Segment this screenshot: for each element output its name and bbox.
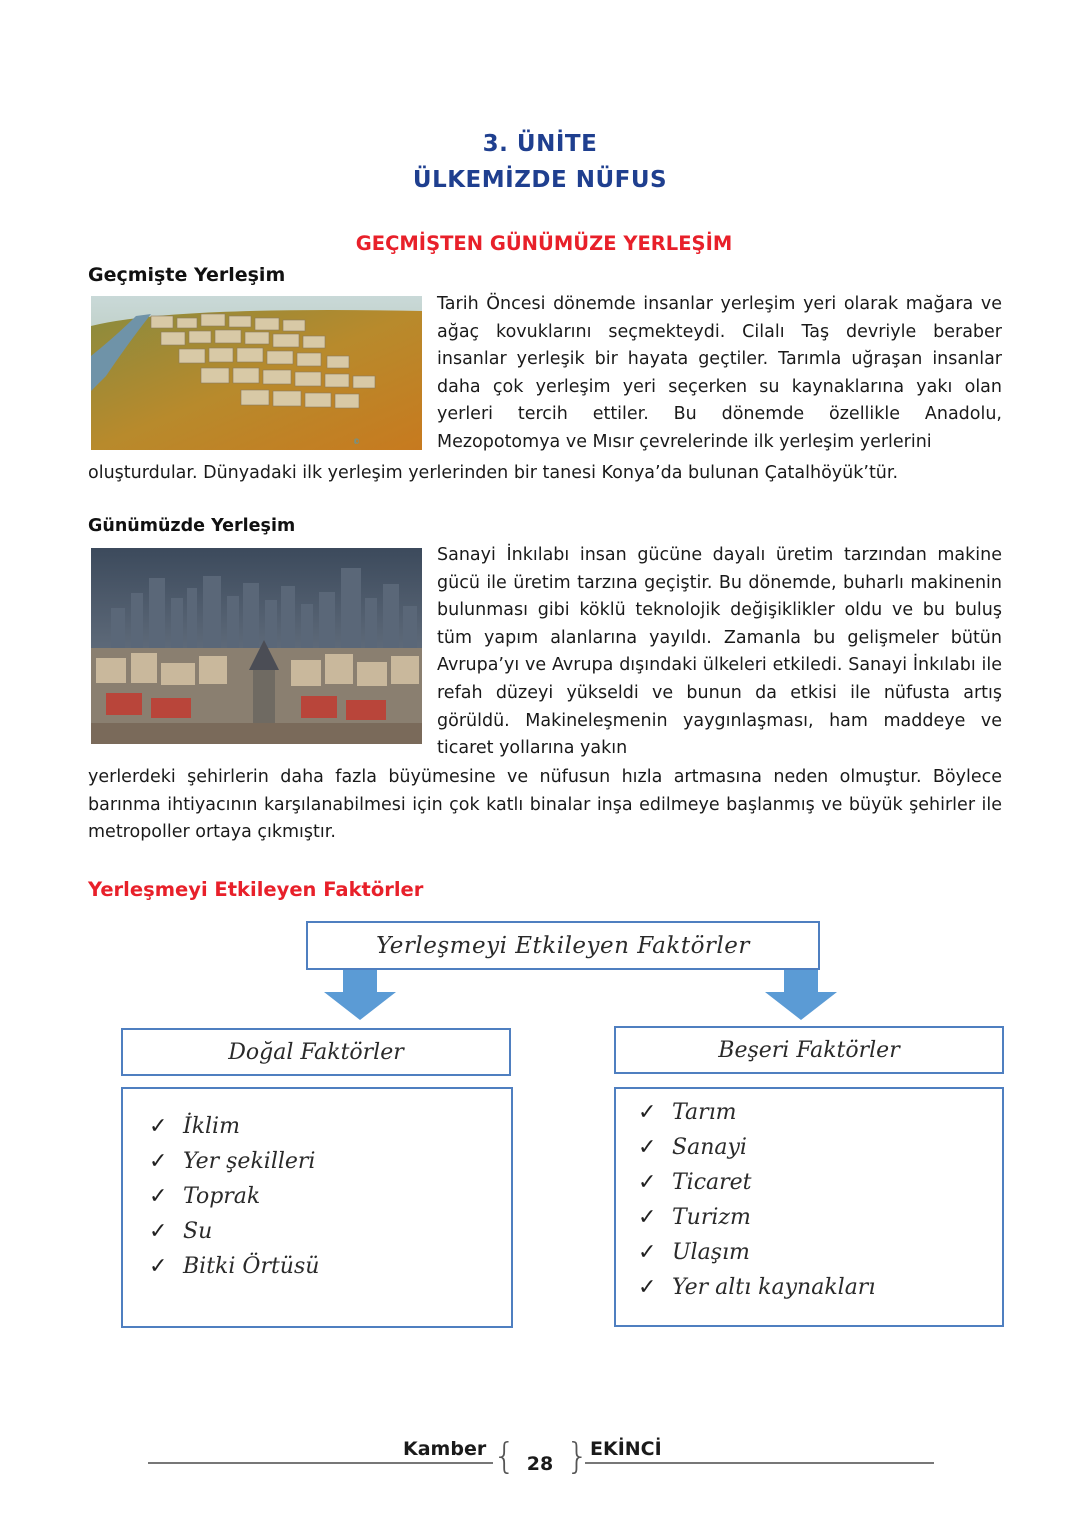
check-icon: ✓ [149,1184,168,1209]
past-side-paragraph: Tarih Öncesi dönemde insanlar yerleşim yeri olarak mağara ve ağaç kovuklarını seçmekteydi. Cilalı Taş devriyle beraber insanlar yerleşik bir hayata geçtiler. Tarımla uğraşan insanlar daha çok yerleşim yeri seçerken su kaynaklarına yakı olan yerleri tercih ettiler. Bu dönemde özellikle Anadolu, Mezopotomya ve Mısır çevrelerinde ilk yerleşim yerlerini [437,294,1002,452]
list-item: ✓ Sanayi [638,1135,747,1160]
diagram-title-box [306,921,820,970]
check-icon: ✓ [638,1100,657,1125]
list-item: ✓ Turizm [638,1205,751,1230]
check-icon: ✓ [638,1275,657,1300]
human-factors-title-box [614,1026,1004,1074]
natural-factors-list [149,1109,511,1284]
list-item: ✓ İklim [149,1114,240,1139]
natural-factors-list-box [121,1087,513,1328]
list-item: ✓ Yer altı kaynakları [638,1275,876,1300]
check-icon: ✓ [149,1219,168,1244]
list-item: ✓ Su [149,1219,213,1244]
arrow-down-icon [761,970,841,1022]
arrow-down-icon [320,970,400,1022]
svg-text:©: © [353,438,360,446]
list-item: ✓ Bitki Örtüsü [149,1254,320,1279]
check-icon: ✓ [149,1149,168,1174]
natural-factors-title: Doğal Faktörler [228,1039,404,1065]
check-icon: ✓ [638,1240,657,1265]
catalhoyuk-illustration [91,296,422,450]
check-icon: ✓ [149,1114,168,1139]
footer-rule-left [148,1462,493,1464]
section-title: GEÇMİŞTEN GÜNÜMÜZE YERLEŞİM [355,232,733,255]
list-item: ✓ Yer şekilleri [149,1149,316,1174]
present-side-paragraph: Sanayi İnkılabı insan gücüne dayalı üretim tarzından makine gücü ile üretim tarzına geçiştir. Bu dönemde, buharlı makinenin bulunması gibi köklü teknolojik değişiklikler oldu ve bu buluş tüm yapım alanlarına yayıldı. Zamanla bu gelişmeler bütün Avrupa’yı ve Avrupa dışındaki ülkeleri etkiledi. Sanayi İnkılabı ile refah düzeyi yükseldi ve bunun da etkisi ile nüfusta artış görüldü. Makineleşmenin yaygınlaşması, ham maddeye ve ticaret yollarına yakın [437,545,1002,759]
catalhoyuk-image [91,296,422,450]
page-number: 28 [526,1453,554,1475]
footer-author-first: Kamber [403,1438,487,1460]
check-icon: ✓ [638,1135,657,1160]
human-factors-title: Beşeri Faktörler [718,1037,900,1063]
past-heading: Geçmişte Yerleşim [88,264,286,286]
unit-title: ÜLKEMİZDE NÜFUS [412,167,668,193]
check-icon: ✓ [638,1170,657,1195]
check-icon: ✓ [149,1254,168,1279]
list-item: ✓ Tarım [638,1100,737,1125]
istanbul-image [91,548,422,744]
human-factors-list-box [614,1087,1004,1327]
natural-factors-title-box [121,1028,511,1076]
istanbul-skyline-illustration [91,548,422,744]
present-tail-paragraph: yerlerdeki şehirlerin daha fazla büyümesine ve nüfusun hızla artmasına neden olmuştur. Böylece barınma ihtiyacının karşılanabilmesi için çok katlı binalar inşa edilmeye başlanmış ve büyük şehirler ile metropoller ortaya çıkmıştır. [88,767,1002,843]
footer-rule-right [585,1462,934,1464]
factors-heading: Yerleşmeyi Etkileyen Faktörler [88,878,424,901]
past-tail-paragraph: oluşturdular. Dünyadaki ilk yerleşim yerlerinden bir tanesi Konya’da bulunan Çatalhöyük’tür. [88,463,899,483]
diagram-title: Yerleşmeyi Etkileyen Faktörler [376,932,750,959]
footer-brace-left-icon: { [493,1436,516,1477]
human-factors-list [638,1095,1002,1305]
list-item: ✓ Ticaret [638,1170,752,1195]
present-heading: Günümüzde Yerleşim [88,516,296,536]
footer-author-last: EKİNCİ [590,1438,662,1460]
check-icon: ✓ [638,1205,657,1230]
list-item: ✓ Toprak [149,1184,261,1209]
unit-number: 3. ÜNİTE [482,131,598,157]
footer-brace-right-icon: } [566,1436,589,1477]
list-item: ✓ Ulaşım [638,1240,750,1265]
